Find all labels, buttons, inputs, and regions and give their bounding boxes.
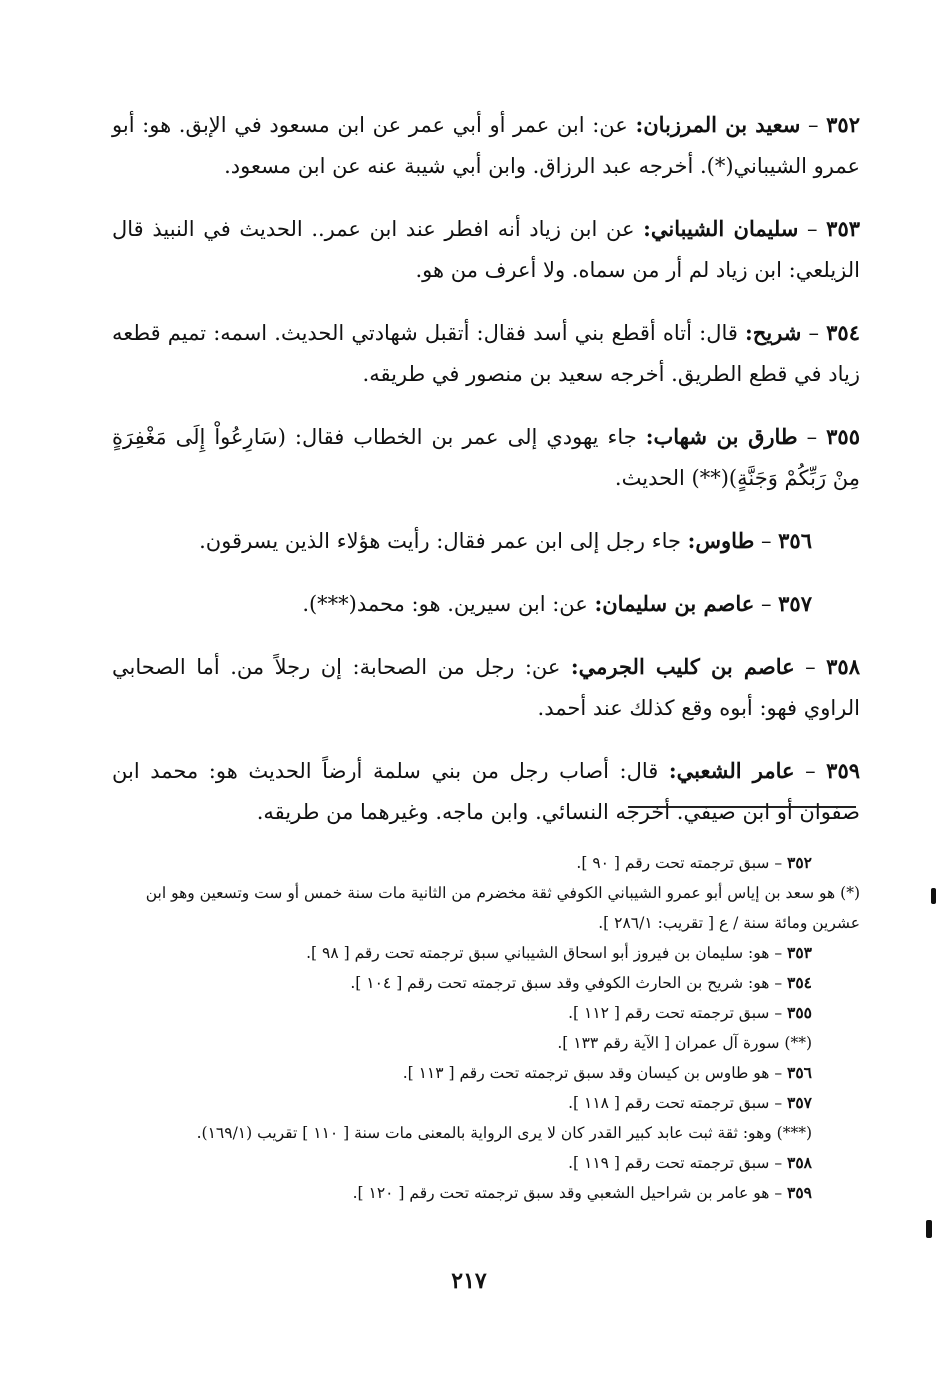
page-number: ٢١٧ [451,1268,487,1294]
footnote [96,1028,860,1058]
entry-359 [112,750,860,833]
entry-body: قال: أتاه أقطع بني أسد فقال: أتقبل شهادتي الحديث. اسمه: تميم قطعه زياد في قطع الطريق. أخرجه سعيد بن منصور في طريقه. [112,321,860,386]
entry-dash: – [798,217,827,241]
footnote [96,878,860,938]
entry-number: ٣٥٩ [826,758,861,783]
footnote-text: – سبق ترجمته تحت رقم [ ٩٠ ]. [576,854,788,872]
narrator-name: طاوس: [687,528,755,553]
entry-dash: – [794,655,827,679]
entry-body: عن: ابن عمر أو أبي عمر عن ابن مسعود في الإبق. هو: أبو عمرو الشيباني(*). أخرجه عبد الرزاق. وابن أبي شيبة عنه عن ابن مسعود. [112,113,860,178]
footnote-text: (**) سورة آل عمران [ الآية رقم ١٣٣ ]. [557,1034,812,1052]
footnote [96,1148,860,1178]
footnote-text: – هو: سليمان بن فيروز أبو اسحاق الشيباني سبق ترجمته تحت رقم [ ٩٨ ]. [306,944,788,962]
footnote-number: ٣٥٩ [787,1183,812,1202]
entry-body: عن: ابن سيرين. هو: محمد(***). [302,592,595,616]
footnote-number: ٣٥٨ [787,1153,812,1172]
entry-352 [112,104,860,187]
footnote [96,1118,860,1148]
entry-number: ٣٥٢ [826,112,860,137]
footnote-divider [628,806,856,808]
entry-body: جاء يهودي إلى عمر بن الخطاب فقال: (سَارِعُواْ إِلَى مَغْفِرَةٍ مِنْ رَبِّكُمْ وَجَنَّةٍ)(**) الحديث. [112,425,860,490]
entry-357 [112,583,860,625]
entry-number: ٣٥٨ [826,654,860,679]
entry-body: جاء رجل إلى ابن عمر فقال: رأيت هؤلاء الذين يسرقون. [199,529,688,553]
footnote-text: (***) وهو: ثقة ثبت عابد كبير القدر كان لا يرى الرواية بالمعنى مات سنة [ ١١٠ ] تقريب (١٦٩/١). [196,1124,812,1142]
narrator-name: عاصم بن سليمان: [594,591,755,616]
footnote-text: – سبق ترجمته تحت رقم [ ١١٢ ]. [568,1004,788,1022]
entry-number: ٣٥٣ [826,216,861,241]
footnote-number: ٣٥٦ [787,1063,812,1082]
entry-dash: – [801,321,827,345]
entry-355 [112,416,860,499]
entry-dash: – [800,113,827,137]
entry-dash: – [794,759,827,783]
entry-number: ٣٥٧ [778,591,812,616]
footnote-number: ٣٥٢ [787,853,812,872]
entry-dash: – [754,592,779,616]
narrator-name: سليمان الشيباني: [643,216,799,241]
entry-353 [112,208,860,291]
footnote [96,998,860,1028]
footnote [96,1178,860,1208]
narrator-name: شريح: [745,320,802,345]
footnote-text: – هو: شريح بن الحارث الكوفي وقد سبق ترجمته تحت رقم [ ١٠٤ ]. [350,974,788,992]
footnote [96,848,860,878]
entry-dash: – [754,529,779,553]
footnote-number: ٣٥٥ [787,1003,812,1022]
footnote-text: – هو عامر بن شراحيل الشعبي وقد سبق ترجمته تحت رقم [ ١٢٠ ]. [352,1184,788,1202]
footnote-text: – هو طاوس بن كيسان وقد سبق ترجمته تحت رقم [ ١١٣ ]. [402,1064,788,1082]
entry-number: ٣٥٤ [826,320,860,345]
entry-356 [112,520,860,562]
entry-dash: – [797,425,827,449]
footnote [96,968,860,998]
entry-body: عن ابن زياد أنه افطر عند ابن عمر.. الحديث في النبيذ قال الزيلعي: ابن زياد لم أر من سماه. ولا أعرف من هو. [112,217,860,282]
scan-edge-mark [931,888,936,904]
footnote [96,938,860,968]
entry-number: ٣٥٦ [778,528,812,553]
footnote-text: (*) هو سعد بن إياس أبو عمرو الشيباني الكوفي ثقة مخضرم من الثانية مات سنة خمس أو ست وتسعين وهو ابن عشرين ومائة سنة / ع [ تقريب: ٢٨٦/١ ]. [145,884,860,932]
scan-edge-mark [926,1220,932,1238]
narrator-name: عاصم بن كليب الجرمي: [570,654,795,679]
footnote [96,1088,860,1118]
entry-354 [112,312,860,395]
footnote-number: ٣٥٣ [787,943,812,962]
entry-number: ٣٥٥ [826,424,860,449]
footnote-number: ٣٥٧ [787,1093,812,1112]
footnotes [96,848,860,1208]
narrator-name: عامر الشعبي: [668,758,795,783]
entry-358 [112,646,860,729]
footnote-text: – سبق ترجمته تحت رقم [ ١١٩ ]. [568,1154,788,1172]
footnote-text: – سبق ترجمته تحت رقم [ ١١٨ ]. [568,1094,788,1112]
entry-body: قال: أصاب رجل من بني سلمة أرضاً الحديث هو: محمد ابن صفوان أو ابن صيفي. أخرجه النسائي. وابن ماجه. وغيرهما من طريقه. [112,759,860,824]
entry-body: عن: رجل من الصحابة: إن رجلاً من. أما الصحابي الراوي فهو: أبوه وقع كذلك عند أحمد. [112,655,860,720]
narrator-name: سعيد بن المرزبان: [635,112,801,137]
narrator-name: طارق بن شهاب: [645,424,798,449]
footnote [96,1058,860,1088]
main-text [112,104,860,845]
footnote-number: ٣٥٤ [787,973,812,992]
